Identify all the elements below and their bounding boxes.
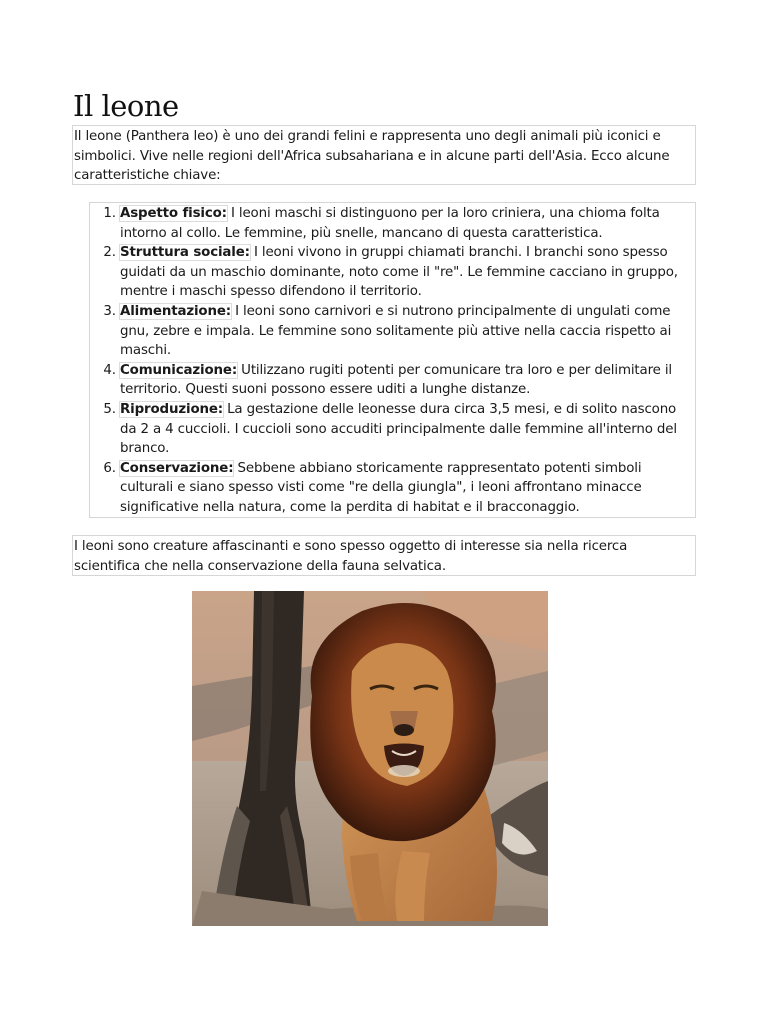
list-item-term: Aspetto fisico: — [120, 206, 227, 221]
page-title: Il leone — [73, 89, 179, 123]
characteristics-list — [90, 204, 693, 518]
list-item — [120, 400, 693, 459]
list-item-text: I leoni vivono in gruppi chiamati branchi. I branchi sono spesso guidati da un maschio dominante, noto come il "re". Le femmine cacciano in gruppo, mentre i maschi spesso difendono il territorio. — [120, 245, 678, 300]
list-item — [120, 204, 693, 243]
list-item-text: I leoni maschi si distinguono per la loro criniera, una chioma folta intorno al collo. Le femmine, più snelle, mancano di questa caratteristica. — [120, 206, 660, 241]
list-item-term: Comunicazione: — [120, 362, 238, 378]
list-item-term: Conservazione: — [120, 460, 234, 476]
list-item-text: Utilizzano rugiti potenti per comunicare tra loro e per delimitare il territorio. Questi suoni possono essere uditi a lunghe distanze. — [120, 362, 672, 398]
list-item — [120, 243, 693, 302]
list-item — [120, 459, 693, 518]
list-item-term: Alimentazione: — [120, 303, 232, 319]
list-item-text: I leoni sono carnivori e si nutrono principalmente di ungulati come gnu, zebre e impala. Le femmine sono solitamente più attive nella caccia rispetto ai maschi. — [120, 303, 672, 359]
characteristics-list-box — [89, 202, 696, 518]
list-item-term: Riproduzione: — [120, 401, 224, 417]
list-item-term: Struttura sociale: — [120, 245, 250, 261]
list-item — [120, 302, 693, 361]
list-item-text: La gestazione delle leonesse dura circa 3,5 mesi, e di solito nascono da 2 a 4 cuccioli. I cuccioli sono accuditi principalmente dalle femmine all'interno del branco. — [120, 401, 677, 457]
closing-paragraph: I leoni sono creature affascinanti e sono spesso oggetto di interesse sia nella ricerca scientifica che nella conservazione della fauna selvatica. — [72, 535, 696, 576]
intro-paragraph: Il leone (Panthera leo) è uno dei grandi felini e rappresenta uno degli animali più iconici e simbolici. Vive nelle regioni dell'Africa subsahariana e in alcune parti dell'Asia. Ecco alcune caratteristiche chiave: — [72, 125, 696, 185]
list-item — [120, 361, 693, 400]
lion-photo — [192, 591, 548, 926]
list-item-text: Sebbene abbiano storicamente rappresentato potenti simboli culturali e siano spesso visti come "re della giungla", i leoni affrontano minacce significative nella natura, come la perdita di habitat e il bracconaggio. — [120, 460, 642, 515]
